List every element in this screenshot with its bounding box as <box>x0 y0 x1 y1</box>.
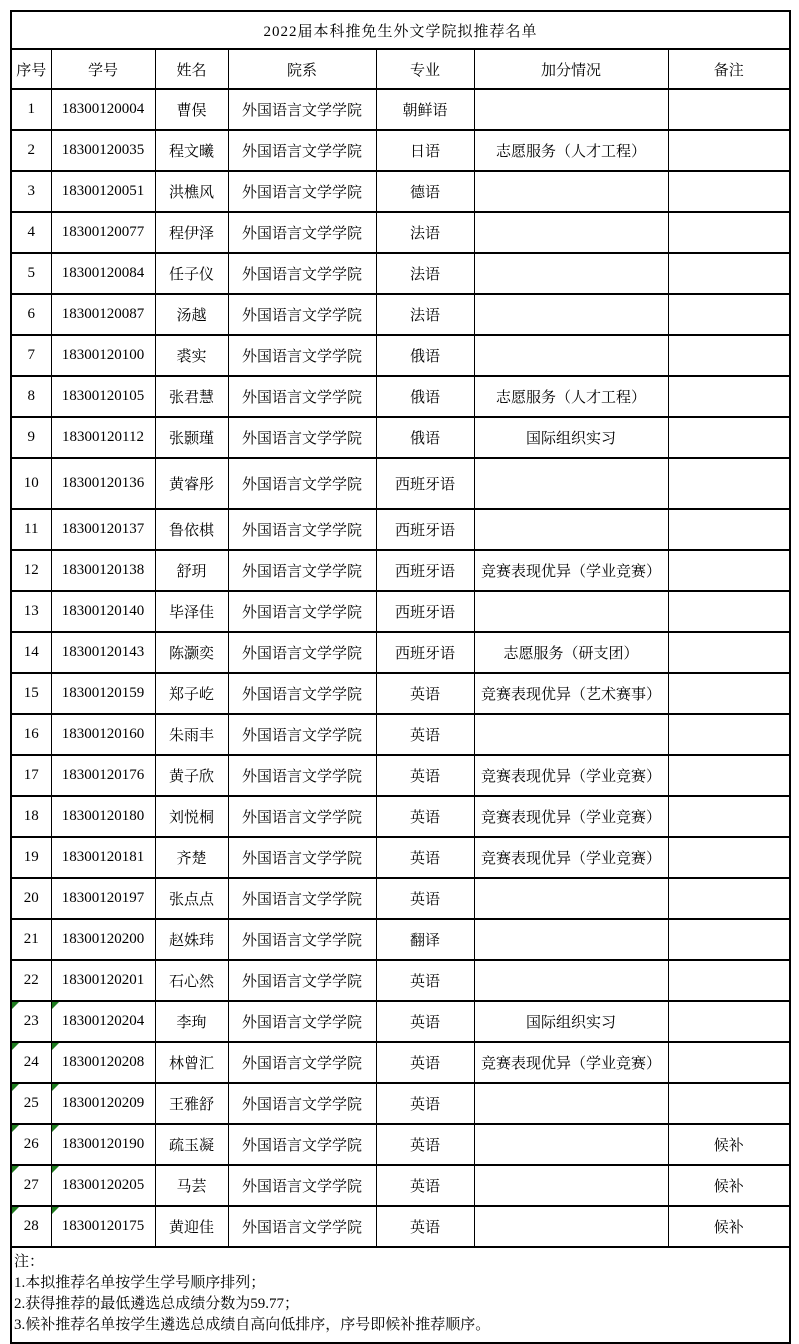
cell-remark <box>668 755 790 796</box>
table-row <box>11 878 790 919</box>
table-row <box>11 960 790 1001</box>
cell-student-id: 18300120159 <box>51 673 155 714</box>
cell-index: 14 <box>11 632 51 673</box>
cell-major: 法语 <box>376 212 474 253</box>
table-row <box>11 550 790 591</box>
cell-major: 西班牙语 <box>376 632 474 673</box>
cell-bonus: 竞赛表现优异（学业竞赛） <box>474 1042 668 1083</box>
cell-bonus: 国际组织实习 <box>474 1001 668 1042</box>
cell-remark <box>668 796 790 837</box>
cell-major: 英语 <box>376 796 474 837</box>
cell-bonus <box>474 253 668 294</box>
cell-name: 朱雨丰 <box>155 714 228 755</box>
cell-student-id: 18300120204 <box>51 1001 155 1042</box>
cell-student-id: 18300120208 <box>51 1042 155 1083</box>
cell-index: 17 <box>11 755 51 796</box>
cell-name: 郑子屹 <box>155 673 228 714</box>
table-row <box>11 130 790 171</box>
cell-name: 洪樵风 <box>155 171 228 212</box>
notes-label: 注： <box>14 1254 45 1270</box>
note-line: 2.获得推荐的最低遴选总成绩分数为59.77； <box>14 1296 300 1312</box>
cell-student-id: 18300120160 <box>51 714 155 755</box>
cell-major: 西班牙语 <box>376 591 474 632</box>
notes-row <box>11 1247 790 1343</box>
cell-department: 外国语言文学学院 <box>228 591 376 632</box>
table-row <box>11 171 790 212</box>
cell-student-id: 18300120175 <box>51 1206 155 1247</box>
cell-student-id: 18300120181 <box>51 837 155 878</box>
cell-major: 德语 <box>376 171 474 212</box>
table-row <box>11 294 790 335</box>
cell-bonus <box>474 335 668 376</box>
cell-remark: 候补 <box>668 1206 790 1247</box>
cell-index: 19 <box>11 837 51 878</box>
cell-bonus <box>474 1124 668 1165</box>
table-row <box>11 335 790 376</box>
cell-major: 西班牙语 <box>376 509 474 550</box>
cell-student-id: 18300120004 <box>51 89 155 130</box>
cell-index: 11 <box>11 509 51 550</box>
cell-department: 外国语言文学学院 <box>228 673 376 714</box>
cell-department: 外国语言文学学院 <box>228 1001 376 1042</box>
cell-name: 汤越 <box>155 294 228 335</box>
column-header: 加分情况 <box>474 49 668 89</box>
cell-major: 俄语 <box>376 417 474 458</box>
cell-department: 外国语言文学学院 <box>228 796 376 837</box>
cell-department: 外国语言文学学院 <box>228 89 376 130</box>
cell-bonus: 志愿服务（研支团） <box>474 632 668 673</box>
cell-department: 外国语言文学学院 <box>228 212 376 253</box>
cell-major: 俄语 <box>376 335 474 376</box>
cell-department: 外国语言文学学院 <box>228 714 376 755</box>
cell-major: 英语 <box>376 1083 474 1124</box>
table-row <box>11 89 790 130</box>
cell-name: 裘实 <box>155 335 228 376</box>
cell-student-id: 18300120205 <box>51 1165 155 1206</box>
table-row <box>11 1165 790 1206</box>
cell-major: 翻译 <box>376 919 474 960</box>
cell-bonus <box>474 591 668 632</box>
table-row <box>11 714 790 755</box>
cell-index: 25 <box>11 1083 51 1124</box>
cell-index: 13 <box>11 591 51 632</box>
cell-department: 外国语言文学学院 <box>228 335 376 376</box>
cell-department: 外国语言文学学院 <box>228 253 376 294</box>
recommendation-table <box>10 10 791 1344</box>
cell-bonus <box>474 878 668 919</box>
cell-major: 英语 <box>376 1042 474 1083</box>
cell-name: 张君慧 <box>155 376 228 417</box>
cell-major: 英语 <box>376 755 474 796</box>
cell-major: 日语 <box>376 130 474 171</box>
cell-student-id: 18300120077 <box>51 212 155 253</box>
cell-major: 英语 <box>376 837 474 878</box>
cell-name: 马芸 <box>155 1165 228 1206</box>
cell-name: 疏玉凝 <box>155 1124 228 1165</box>
column-header: 备注 <box>668 49 790 89</box>
table-row <box>11 1083 790 1124</box>
table-row <box>11 673 790 714</box>
cell-bonus <box>474 509 668 550</box>
cell-name: 刘悦桐 <box>155 796 228 837</box>
cell-major: 英语 <box>376 673 474 714</box>
cell-remark <box>668 212 790 253</box>
cell-name: 舒玥 <box>155 550 228 591</box>
cell-name: 程伊泽 <box>155 212 228 253</box>
cell-remark <box>668 509 790 550</box>
cell-student-id: 18300120180 <box>51 796 155 837</box>
cell-student-id: 18300120200 <box>51 919 155 960</box>
cell-department: 外国语言文学学院 <box>228 509 376 550</box>
cell-major: 英语 <box>376 878 474 919</box>
cell-index: 4 <box>11 212 51 253</box>
cell-department: 外国语言文学学院 <box>228 1042 376 1083</box>
cell-major: 英语 <box>376 1206 474 1247</box>
cell-major: 俄语 <box>376 376 474 417</box>
cell-bonus <box>474 212 668 253</box>
table-row <box>11 417 790 458</box>
column-header: 院系 <box>228 49 376 89</box>
cell-bonus <box>474 458 668 509</box>
cell-remark <box>668 714 790 755</box>
table-row <box>11 509 790 550</box>
cell-name: 黄子欣 <box>155 755 228 796</box>
cell-remark <box>668 550 790 591</box>
cell-department: 外国语言文学学院 <box>228 1083 376 1124</box>
cell-student-id: 18300120112 <box>51 417 155 458</box>
cell-remark <box>668 376 790 417</box>
cell-remark <box>668 253 790 294</box>
cell-major: 英语 <box>376 1165 474 1206</box>
cell-student-id: 18300120035 <box>51 130 155 171</box>
cell-bonus <box>474 714 668 755</box>
cell-name: 程文曦 <box>155 130 228 171</box>
cell-index: 3 <box>11 171 51 212</box>
cell-name: 石心然 <box>155 960 228 1001</box>
recommendation-list-sheet <box>10 10 789 1344</box>
cell-major: 法语 <box>376 294 474 335</box>
cell-name: 陈灏奕 <box>155 632 228 673</box>
cell-index: 21 <box>11 919 51 960</box>
cell-index: 9 <box>11 417 51 458</box>
table-row <box>11 1042 790 1083</box>
cell-name: 张颢瑾 <box>155 417 228 458</box>
cell-department: 外国语言文学学院 <box>228 1165 376 1206</box>
table-row <box>11 755 790 796</box>
table-row <box>11 1124 790 1165</box>
cell-student-id: 18300120137 <box>51 509 155 550</box>
cell-major: 朝鲜语 <box>376 89 474 130</box>
note-line: 1.本拟推荐名单按学生学号顺序排列； <box>14 1275 266 1291</box>
cell-department: 外国语言文学学院 <box>228 550 376 591</box>
cell-name: 曹俣 <box>155 89 228 130</box>
cell-remark <box>668 632 790 673</box>
cell-student-id: 18300120143 <box>51 632 155 673</box>
cell-department: 外国语言文学学院 <box>228 1124 376 1165</box>
column-header: 姓名 <box>155 49 228 89</box>
cell-name: 齐楚 <box>155 837 228 878</box>
cell-major: 西班牙语 <box>376 550 474 591</box>
cell-major: 英语 <box>376 1124 474 1165</box>
cell-index: 28 <box>11 1206 51 1247</box>
cell-department: 外国语言文学学院 <box>228 878 376 919</box>
cell-major: 英语 <box>376 714 474 755</box>
cell-index: 24 <box>11 1042 51 1083</box>
cell-name: 黄迎佳 <box>155 1206 228 1247</box>
cell-index: 16 <box>11 714 51 755</box>
cell-bonus: 竞赛表现优异（学业竞赛） <box>474 837 668 878</box>
cell-name: 李珣 <box>155 1001 228 1042</box>
cell-name: 毕泽佳 <box>155 591 228 632</box>
cell-remark <box>668 673 790 714</box>
cell-department: 外国语言文学学院 <box>228 294 376 335</box>
cell-department: 外国语言文学学院 <box>228 458 376 509</box>
cell-index: 2 <box>11 130 51 171</box>
cell-student-id: 18300120100 <box>51 335 155 376</box>
cell-department: 外国语言文学学院 <box>228 417 376 458</box>
column-header: 学号 <box>51 49 155 89</box>
cell-bonus: 国际组织实习 <box>474 417 668 458</box>
cell-bonus <box>474 89 668 130</box>
cell-remark <box>668 1083 790 1124</box>
cell-remark: 候补 <box>668 1165 790 1206</box>
cell-remark <box>668 1001 790 1042</box>
cell-index: 1 <box>11 89 51 130</box>
cell-student-id: 18300120136 <box>51 458 155 509</box>
cell-index: 8 <box>11 376 51 417</box>
cell-remark <box>668 1042 790 1083</box>
cell-student-id: 18300120051 <box>51 171 155 212</box>
cell-department: 外国语言文学学院 <box>228 376 376 417</box>
cell-student-id: 18300120176 <box>51 755 155 796</box>
cell-bonus <box>474 919 668 960</box>
cell-student-id: 18300120190 <box>51 1124 155 1165</box>
table-row <box>11 253 790 294</box>
cell-index: 23 <box>11 1001 51 1042</box>
cell-student-id: 18300120197 <box>51 878 155 919</box>
cell-bonus <box>474 294 668 335</box>
cell-bonus: 竞赛表现优异（学业竞赛） <box>474 550 668 591</box>
cell-major: 西班牙语 <box>376 458 474 509</box>
table-row <box>11 632 790 673</box>
title-row <box>11 11 790 49</box>
cell-bonus <box>474 1206 668 1247</box>
table-row <box>11 919 790 960</box>
cell-name: 林曾汇 <box>155 1042 228 1083</box>
cell-index: 7 <box>11 335 51 376</box>
page-title: 2022届本科推免生外文学院拟推荐名单 <box>11 11 790 49</box>
cell-department: 外国语言文学学院 <box>228 1206 376 1247</box>
cell-remark <box>668 294 790 335</box>
cell-remark: 候补 <box>668 1124 790 1165</box>
notes-lines <box>14 1273 787 1336</box>
column-header: 专业 <box>376 49 474 89</box>
cell-bonus <box>474 171 668 212</box>
cell-index: 22 <box>11 960 51 1001</box>
cell-index: 5 <box>11 253 51 294</box>
cell-name: 王雅舒 <box>155 1083 228 1124</box>
cell-bonus: 志愿服务（人才工程） <box>474 376 668 417</box>
cell-student-id: 18300120209 <box>51 1083 155 1124</box>
cell-remark <box>668 417 790 458</box>
cell-bonus: 志愿服务（人才工程） <box>474 130 668 171</box>
cell-student-id: 18300120084 <box>51 253 155 294</box>
cell-remark <box>668 335 790 376</box>
cell-name: 任子仪 <box>155 253 228 294</box>
table-body <box>11 89 790 1247</box>
cell-department: 外国语言文学学院 <box>228 960 376 1001</box>
cell-index: 18 <box>11 796 51 837</box>
cell-student-id: 18300120138 <box>51 550 155 591</box>
note-line: 3.候补推荐名单按学生遴选总成绩自高向低排序，序号即候补推荐顺序。 <box>14 1317 491 1333</box>
cell-name: 张点点 <box>155 878 228 919</box>
cell-index: 20 <box>11 878 51 919</box>
cell-index: 15 <box>11 673 51 714</box>
column-header: 序号 <box>11 49 51 89</box>
cell-remark <box>668 171 790 212</box>
cell-remark <box>668 458 790 509</box>
cell-department: 外国语言文学学院 <box>228 171 376 212</box>
table-row <box>11 837 790 878</box>
cell-department: 外国语言文学学院 <box>228 632 376 673</box>
cell-name: 赵姝玮 <box>155 919 228 960</box>
cell-major: 英语 <box>376 960 474 1001</box>
cell-bonus <box>474 1083 668 1124</box>
cell-student-id: 18300120201 <box>51 960 155 1001</box>
cell-major: 英语 <box>376 1001 474 1042</box>
cell-bonus: 竞赛表现优异（学业竞赛） <box>474 796 668 837</box>
cell-remark <box>668 919 790 960</box>
cell-remark <box>668 89 790 130</box>
cell-index: 12 <box>11 550 51 591</box>
cell-index: 26 <box>11 1124 51 1165</box>
cell-remark <box>668 591 790 632</box>
cell-bonus <box>474 960 668 1001</box>
cell-index: 27 <box>11 1165 51 1206</box>
cell-name: 鲁依棋 <box>155 509 228 550</box>
cell-name: 黄睿彤 <box>155 458 228 509</box>
cell-index: 6 <box>11 294 51 335</box>
cell-remark <box>668 130 790 171</box>
cell-department: 外国语言文学学院 <box>228 837 376 878</box>
cell-department: 外国语言文学学院 <box>228 130 376 171</box>
table-row <box>11 1001 790 1042</box>
table-row <box>11 458 790 509</box>
cell-bonus: 竞赛表现优异（艺术赛事） <box>474 673 668 714</box>
cell-remark <box>668 837 790 878</box>
cell-student-id: 18300120105 <box>51 376 155 417</box>
table-row <box>11 212 790 253</box>
cell-remark <box>668 878 790 919</box>
table-row <box>11 796 790 837</box>
table-row <box>11 376 790 417</box>
header-row <box>11 49 790 89</box>
cell-index: 10 <box>11 458 51 509</box>
notes-cell <box>11 1247 790 1343</box>
cell-major: 法语 <box>376 253 474 294</box>
table-row <box>11 1206 790 1247</box>
cell-department: 外国语言文学学院 <box>228 755 376 796</box>
cell-student-id: 18300120140 <box>51 591 155 632</box>
cell-student-id: 18300120087 <box>51 294 155 335</box>
cell-department: 外国语言文学学院 <box>228 919 376 960</box>
cell-remark <box>668 960 790 1001</box>
cell-bonus: 竞赛表现优异（学业竞赛） <box>474 755 668 796</box>
cell-bonus <box>474 1165 668 1206</box>
table-row <box>11 591 790 632</box>
